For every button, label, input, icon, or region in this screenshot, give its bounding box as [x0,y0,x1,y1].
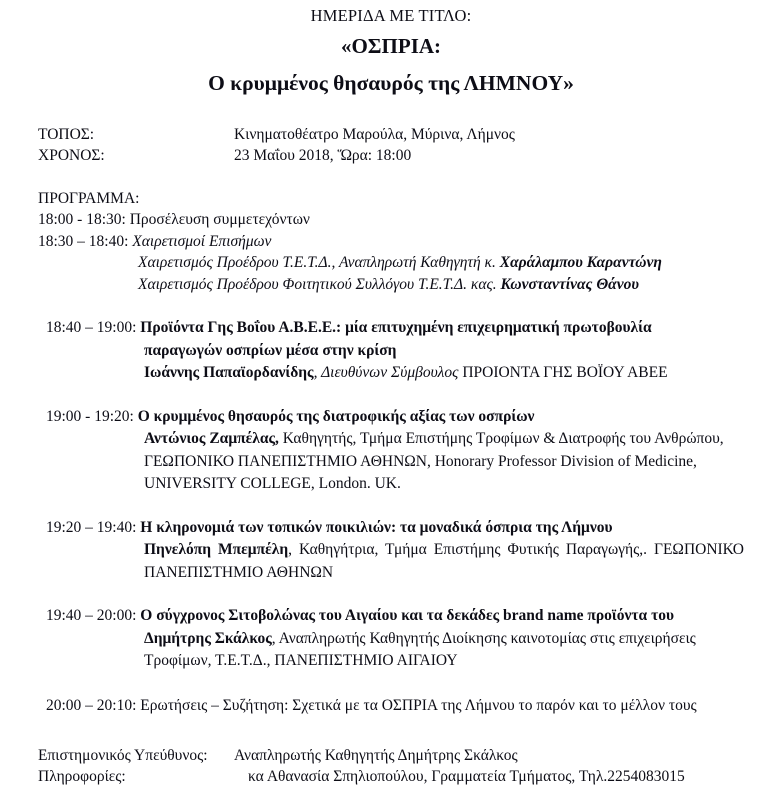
session-title-row [46,317,744,340]
greeting-2-person: Κωνσταντίνας Θάνου [500,276,639,293]
place-label: ΤΟΠΟΣ: [38,126,95,143]
session-title-row [46,517,744,540]
greetings-title: Χαιρετισμοί Επισήμων [132,232,272,250]
greeting-item [138,252,744,274]
info-label: Πληροφορίες: [38,768,126,785]
session-affiliation: ΠΡΟΙΟΝΤΑ ΓΗΣ ΒΟΪΟΥ ΑΒΕΕ [462,364,668,381]
session-entry [38,317,744,385]
time-value: 23 Μαΐου 2018, Ὥρα: 18:00 [234,147,412,164]
scientific-lead-label: Επιστημονικός Υπεύθυνος: [38,746,208,764]
place-value: Κινηματοθέατρο Μαρούλα, Μύρινα, Λήμνος [234,126,515,143]
session-title: Ο σύγχρονος Σιτοβολώνας του Αιγαίου και τα δεκάδες brand name προϊόντα του [140,607,675,624]
footer-row-scientific [38,745,744,767]
session-affiliation: , Αναπληρωτής Καθηγητής Διοίκησης καινοτομίας στις επιχειρήσεις Τροφίμων, Τ.Ε.Τ.Δ., ΠΑΝΕΠΙΣΤΗΜΙΟ ΑΙΓΑΙΟΥ [144,629,696,669]
greeting-2-text: Χαιρετισμός Προέδρου Φοιτητικού Συλλόγου Τ.Ε.Τ.Δ. κας. [138,276,501,293]
session-entry [38,605,744,673]
greeting-1-text: Χαιρετισμός Προέδρου Τ.Ε.Τ.Δ., Αναπληρωτή Καθηγητή κ. [138,254,500,271]
session-title-cont: παραγωγών οσπρίων μέσα στην κρίση [144,341,397,359]
programme-arrival-line: 18:00 - 18:30: Προσέλευση συμμετεχόντων [38,211,310,228]
session-title: Η κληρονομιά των τοπικών ποικιλιών: τα μοναδικά όσπρια της Λήμνου [140,518,613,536]
meta-row-time [38,145,744,166]
event-kicker: ΗΜΕΡΙΔΑ ΜΕ ΤΙΤΛΟ: [310,6,472,25]
greeting-item [138,274,744,296]
session-speaker: Αντώνιος Ζαμπέλας, [144,430,279,447]
session-time: 18:40 – 19:00: [46,319,141,336]
session-role: , Διευθύνων Σύμβουλος [313,364,463,381]
session-affiliation: Καθηγητής, Τμήμα Επιστήμης Τροφίμων & Διατροφής του Ανθρώπου, ΓΕΩΠΟΝΙΚΟ ΠΑΝΕΠΙΣΤΗΜΙΟ ΑΘΗΝΩΝ, Honorary Professor Division of Medicine, UNIVERSITY COLLEGE, London. UK. [144,430,724,492]
session-time: 19:00 - 19:20: [46,407,138,425]
scientific-lead-value: Αναπληρωτής Καθηγητής Δημήτρης Σκάλκος [234,746,518,764]
session-title: Προϊόντα Γης Βοΐου Α.Β.Ε.Ε.: μία επιτυχημένη επιχειρηματική πρωτοβουλία [140,319,652,336]
footer-row-info [38,766,744,788]
session-time: 19:20 – 19:40: [46,518,141,536]
programme-heading: ΠΡΟΓΡΑΜΜΑ: [38,190,140,207]
greetings-detail-block [138,252,744,296]
programme-greetings-line [38,231,744,253]
event-meta [38,124,744,166]
event-title-line-2: Ο κρυμμένος θησαυρός της ΛΗΜΝΟΥ» [208,70,574,95]
session-speaker-row [144,539,744,584]
session-entry [38,517,744,585]
session-affiliation: , Καθηγήτρια, Τμήμα Επιστήμης Φυτικής Παραγωγής,. ΓΕΩΠΟΝΙΚΟ ΠΑΝΕΠΙΣΤΗΜΙΟ ΑΘΗΝΩΝ [144,541,745,581]
session-title-row [46,406,744,429]
session-title: Ο κρυμμένος θησαυρός της διατροφικής αξίας των οσπρίων [137,407,535,425]
session-speaker-row [144,628,744,673]
session-speaker: Πηνελόπη Μπεμπέλη [144,541,289,558]
greeting-1-person: Χαράλαμπου Καραντώνη [499,254,662,271]
time-label: ΧΡΟΝΟΣ: [38,147,105,164]
session-entry [38,406,744,496]
session-speaker: Δημήτρης Σκάλκος [144,629,272,647]
greetings-time: 18:30 – 18:40: [38,232,133,250]
session-time: 19:40 – 20:00: [46,607,141,624]
session-speaker-row [144,362,744,385]
session-title-row [46,605,744,628]
event-title-line-1: «ΟΣΠΡΙΑ: [340,33,442,58]
session-speaker-row [144,428,744,496]
session-speaker: Ιωάννης Παπαϊορδανίδης [144,364,314,381]
info-value: κα Αθανασία Σπηλιοπούλου, Γραμματεία Τμήματος, Τηλ.2254083015 [248,768,685,785]
meta-row-place [38,124,744,145]
closing-discussion-line: 20:00 – 20:10: Ερωτήσεις – Συζήτηση: Σχετικά με τα ΟΣΠΡΙΑ της Λήμνου το παρόν και το μέλλον τους [46,696,697,714]
